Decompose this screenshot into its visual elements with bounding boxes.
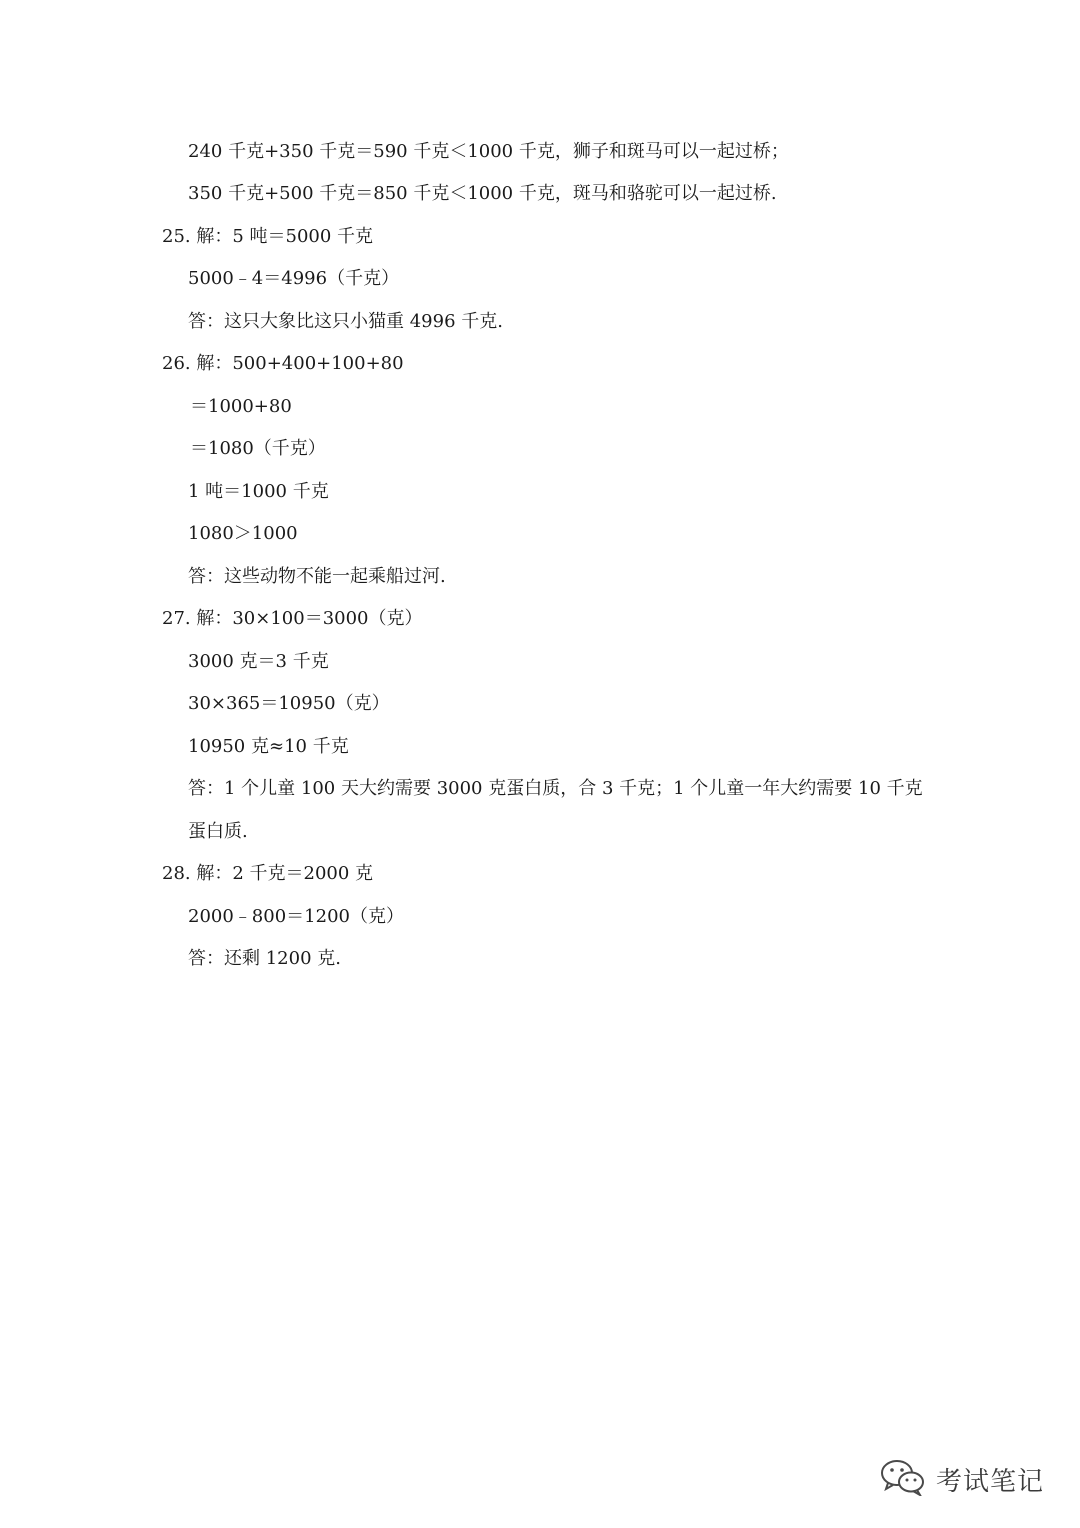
solution-line: 240 千克+350 千克＝590 千克＜1000 千克，狮子和斑马可以一起过桥； (188, 141, 789, 162)
solution-line: 30×365＝10950（克） (188, 693, 390, 714)
solution-line: 1 吨＝1000 千克 (188, 481, 329, 502)
answer-line: 答：还剩 1200 克. (188, 948, 341, 969)
solution-line: 350 千克+500 千克＝850 千克＜1000 千克，斑马和骆驼可以一起过桥. (188, 183, 777, 204)
question-28-heading: 28. 解：2 千克＝2000 克 (162, 863, 374, 884)
answer-line: 答：1 个儿童 100 天大约需要 3000 克蛋白质，合 3 千克；1 个儿童一年大约需要 10 千克 (188, 778, 923, 799)
solution-line: 3000 克＝3 千克 (188, 651, 329, 672)
answer-line: 答：这只大象比这只小猫重 4996 千克. (188, 311, 503, 332)
wechat-icon (880, 1458, 926, 1500)
question-27-heading: 27. 解：30×100＝3000（克） (162, 608, 423, 629)
watermark (880, 1455, 1060, 1503)
solution-line: ＝1080（千克） (190, 438, 326, 459)
question-25-heading: 25. 解：5 吨＝5000 千克 (162, 226, 374, 247)
solution-line: ＝1000+80 (190, 396, 292, 417)
watermark-text: 考试笔记 (936, 1466, 1045, 1497)
solution-line: 2000﹣800＝1200（克） (188, 906, 404, 927)
answer-line-continued: 蛋白质. (188, 821, 248, 842)
solution-line: 5000﹣4＝4996（千克） (188, 268, 400, 289)
solution-line: 10950 克≈10 千克 (188, 736, 349, 757)
solution-line: 1080＞1000 (188, 523, 298, 544)
answer-line: 答：这些动物不能一起乘船过河. (188, 566, 446, 587)
question-26-heading: 26. 解：500+400+100+80 (162, 353, 404, 374)
